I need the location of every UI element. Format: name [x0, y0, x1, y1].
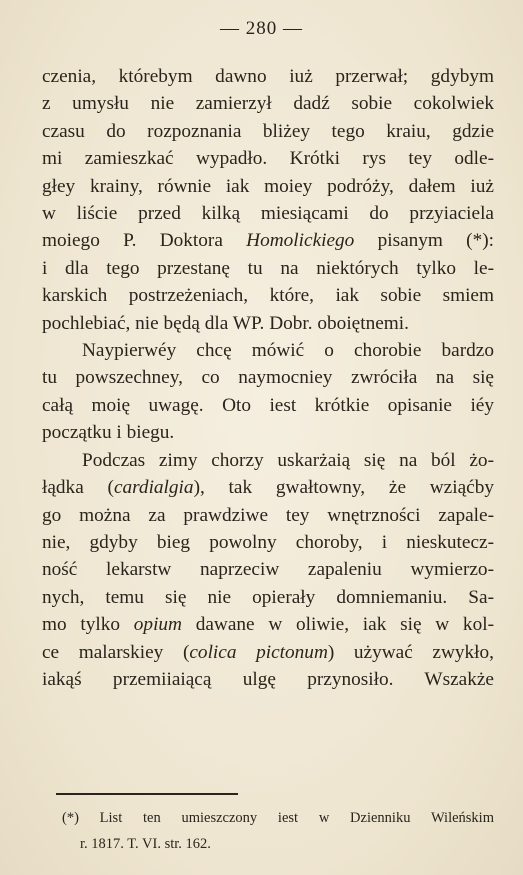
text-line: moiego P. Doktora Homolickiego pisanym (*):	[42, 230, 494, 252]
text-line: nie, gdyby bieg powolny choroby, i nieskutecz-	[42, 531, 494, 553]
text-line: z umysłu nie zamierzył dadź sobie cokolwiek	[42, 93, 494, 115]
text-line: iakąś przemiiaiącą ulgę przynosiło. Wszakże	[42, 668, 494, 690]
text-line: nych, temu się nie opierały domniemaniu. Sa-	[42, 586, 494, 608]
body-text	[42, 63, 494, 693]
text-line: czasu do rozpoznania bliżey tego kraiu, gdzie	[42, 120, 494, 142]
text-line: tu powszechney, co naymocniey zwróciła na się	[42, 367, 494, 389]
paragraph-start-line: Podczas zimy chorzy uskarżaią się na ból żo-	[82, 449, 494, 471]
text-line: łądka (cardialgia), tak gwałtowny, że wziąćby	[42, 477, 494, 499]
footnote	[62, 805, 494, 857]
footnote-divider	[56, 793, 238, 795]
text-line: pochlebiać, nie będą dla WP. Dobr. oboiętnemi.	[42, 312, 409, 334]
text-line: ce malarskiey (colica pictonum) używać zwykło,	[42, 641, 494, 663]
text-line: w liście przed kilką miesiącami do przyiaciela	[42, 203, 494, 225]
paragraph-start-line: Naypierwéy chcę mówić o chorobie bardzo	[82, 340, 494, 362]
text-line: mi zamieszkać wypadło. Krótki rys tey odle-	[42, 148, 494, 170]
text-line: go można za prawdziwe tey wnętrzności zapale-	[42, 504, 494, 526]
text-line: czenia, którebym dawno iuż przerwał; gdybym	[42, 66, 494, 87]
text-line: i dla tego przestanę tu na niektórych tylko le-	[42, 257, 494, 279]
text-line: początku i biegu.	[42, 422, 175, 444]
footnote-line: (*) List ten umieszczony iest w Dzienniku Wileńskim	[62, 810, 494, 826]
text-line: karskich postrzeżeniach, które, iak sobie smiem	[42, 285, 494, 307]
footnote-line: r. 1817. T. VI. str. 162.	[80, 836, 211, 852]
text-line: całą moię uwagę. Oto iest krótkie opisanie iéy	[42, 394, 494, 416]
text-line: mo tylko opium dawane w oliwie, iak się w kol-	[42, 614, 494, 636]
page-number-header: — 280 —	[220, 18, 303, 39]
text-line: ność lekarstw naprzeciw zapaleniu wymierzo-	[42, 559, 494, 581]
text-line: głey krainy, równie iak moiey podróży, dałem iuż	[42, 175, 494, 197]
